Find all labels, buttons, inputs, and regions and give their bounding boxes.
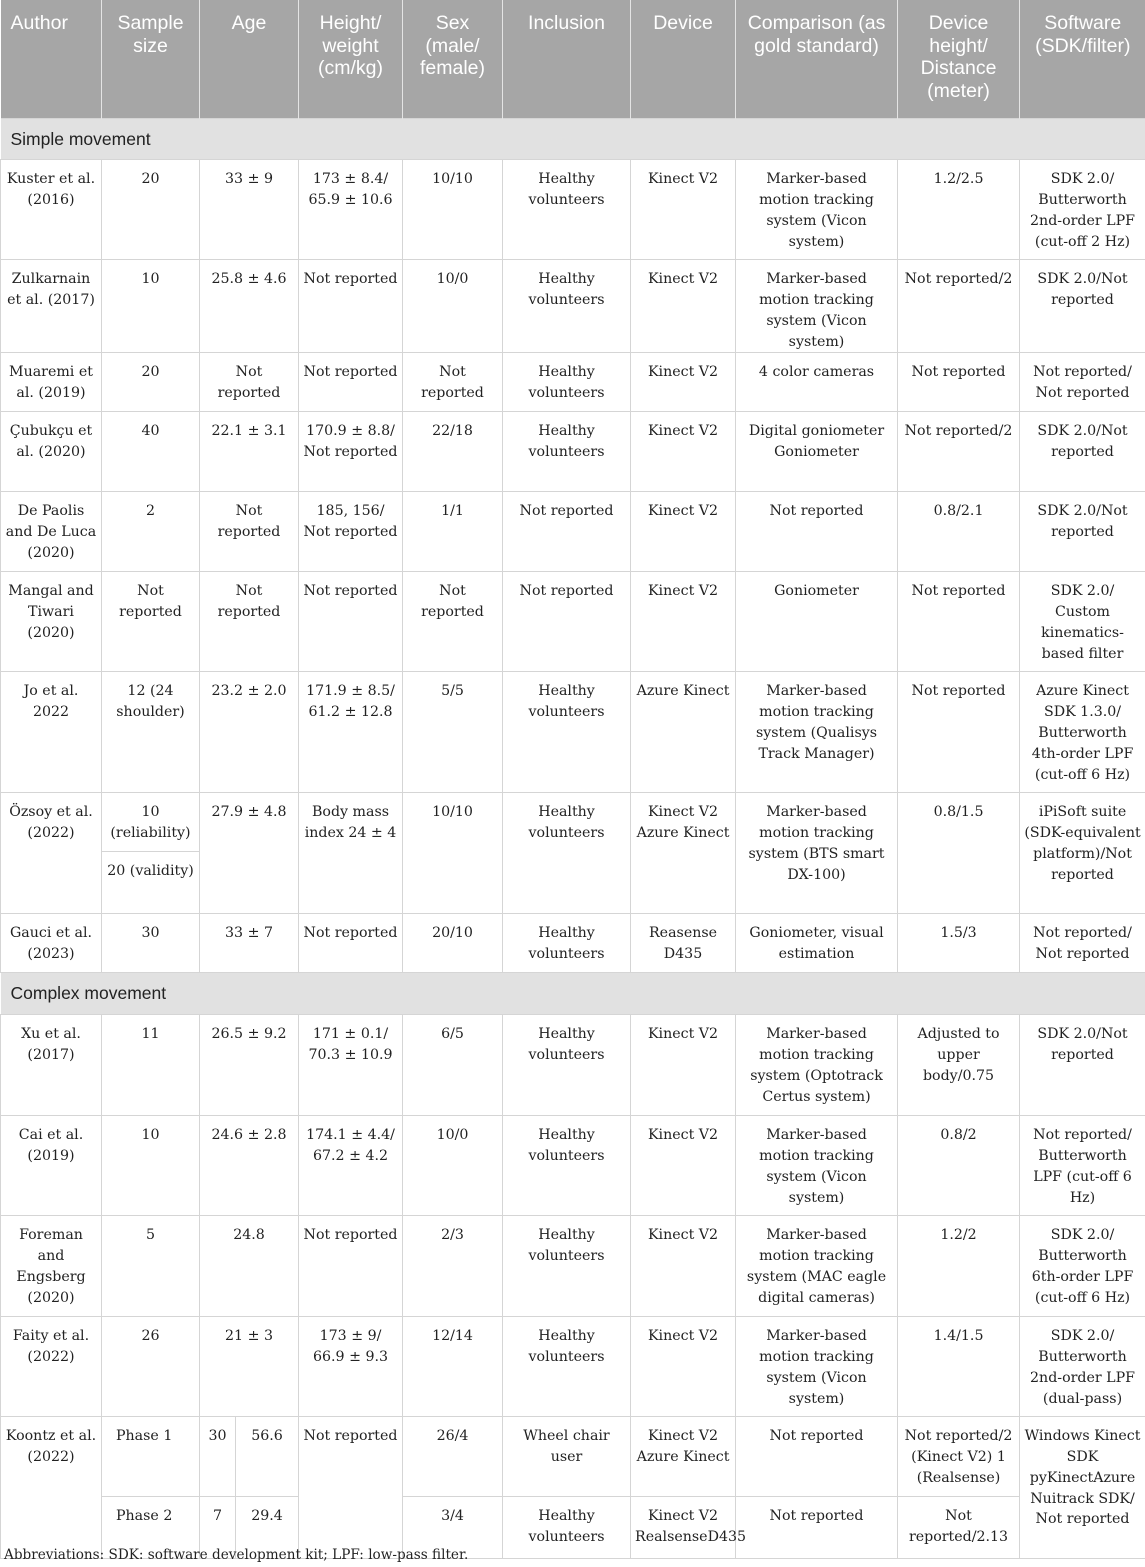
- cell-age: 33 ± 9: [200, 160, 299, 260]
- cell-device-height: 1.4/1.5: [898, 1317, 1020, 1417]
- col-sex: Sex (male/ female): [403, 0, 503, 118]
- cell-comparison: Digital goniometer Goniometer: [736, 412, 898, 492]
- cell-device-height: Not reported/2.13: [898, 1497, 1020, 1559]
- cell-device: Kinect V2: [631, 1015, 736, 1116]
- cell-software: SDK 2.0/ Butterworth 6th-order LPF (cut-off 6 Hz): [1020, 1216, 1145, 1317]
- cell-author: Koontz et al. (2022): [1, 1417, 102, 1559]
- cell-sex: 12/14: [403, 1317, 503, 1417]
- cell-software: Not reported/ Butterworth LPF (cut-off 6 Hz): [1020, 1116, 1145, 1216]
- cell-sample: 7: [200, 1497, 236, 1559]
- col-height-weight: Height/ weight (cm/kg): [299, 0, 403, 118]
- cell-inclusion: Healthy volunteers: [503, 353, 631, 412]
- cell-height-weight: 171.9 ± 8.5/ 61.2 ± 12.8: [299, 672, 403, 793]
- cell-phase: Phase 1: [102, 1417, 200, 1497]
- cell-height-weight: Not reported: [299, 260, 403, 353]
- cell-software: Windows Kinect SDK pyKinectAzure Nuitrack SDK/ Not reported: [1020, 1417, 1145, 1559]
- cell-comparison: Marker-based motion tracking system (Vicon system): [736, 260, 898, 353]
- cell-sample: 40: [102, 412, 200, 492]
- cell-age: 25.8 ± 4.6: [200, 260, 299, 353]
- cell-software: SDK 2.0/Not reported: [1020, 260, 1145, 353]
- cell-device: Kinect V2: [631, 353, 736, 412]
- col-inclusion: Inclusion: [503, 0, 631, 118]
- cell-inclusion: Not reported: [503, 572, 631, 672]
- cell-device: Kinect V2: [631, 412, 736, 492]
- cell-device-height: Not reported: [898, 672, 1020, 793]
- cell-sex: Not reported: [403, 353, 503, 412]
- cell-comparison: 4 color cameras: [736, 353, 898, 412]
- col-author: Author: [1, 0, 102, 118]
- cell-height-weight: 174.1 ± 4.4/ 67.2 ± 4.2: [299, 1116, 403, 1216]
- cell-device: Kinect V2: [631, 160, 736, 260]
- cell-height-weight: 170.9 ± 8.8/ Not reported: [299, 412, 403, 492]
- cell-sex: 10/10: [403, 160, 503, 260]
- table-row: [1, 914, 1145, 973]
- cell-comparison: Goniometer: [736, 572, 898, 672]
- cell-device-height: Adjusted to upper body/0.75: [898, 1015, 1020, 1116]
- table-row: [1, 1216, 1145, 1317]
- cell-software: Not reported/ Not reported: [1020, 353, 1145, 412]
- cell-inclusion: Healthy volunteers: [503, 412, 631, 492]
- cell-height-weight: Not reported: [299, 572, 403, 672]
- cell-age: Not reported: [200, 353, 299, 412]
- cell-inclusion: Healthy volunteers: [503, 793, 631, 914]
- cell-sample: 2: [102, 492, 200, 572]
- cell-age: 33 ± 7: [200, 914, 299, 973]
- cell-sample: 12 (24 shoulder): [102, 672, 200, 793]
- cell-age: 24.6 ± 2.8: [200, 1116, 299, 1216]
- cell-sample: 10: [102, 260, 200, 353]
- cell-age: Not reported: [200, 572, 299, 672]
- cell-height-weight: 173 ± 9/ 66.9 ± 9.3: [299, 1317, 403, 1417]
- cell-inclusion: Not reported: [503, 492, 631, 572]
- cell-device: Kinect V2: [631, 260, 736, 353]
- cell-comparison: Not reported: [736, 1417, 898, 1497]
- cell-height-weight: 173 ± 8.4/ 65.9 ± 10.6: [299, 160, 403, 260]
- cell-sex: 10/0: [403, 260, 503, 353]
- cell-age: 56.6: [236, 1417, 299, 1497]
- table-row: [1, 260, 1145, 353]
- cell-author: Zulkarnain et al. (2017): [1, 260, 102, 353]
- cell-sample: 30: [102, 914, 200, 973]
- cell-comparison: Goniometer, visual estimation: [736, 914, 898, 973]
- cell-comparison: Not reported: [736, 492, 898, 572]
- cell-device: Reasense D435: [631, 914, 736, 973]
- cell-sex: Not reported: [403, 572, 503, 672]
- table-row: [1, 793, 1145, 852]
- cell-age: Not reported: [200, 492, 299, 572]
- cell-inclusion: Healthy volunteers: [503, 914, 631, 973]
- cell-software: SDK 2.0/ Butterworth 2nd-order LPF (dual-pass): [1020, 1317, 1145, 1417]
- cell-author: Faity et al. (2022): [1, 1317, 102, 1417]
- cell-inclusion: Healthy volunteers: [503, 1497, 631, 1559]
- cell-height-weight: 171 ± 0.1/ 70.3 ± 10.9: [299, 1015, 403, 1116]
- cell-sample: 5: [102, 1216, 200, 1317]
- cell-inclusion: Wheel chair user: [503, 1417, 631, 1497]
- header-row: [1, 0, 1145, 118]
- cell-device-height: Not reported: [898, 572, 1020, 672]
- cell-inclusion: Healthy volunteers: [503, 1015, 631, 1116]
- cell-inclusion: Healthy volunteers: [503, 1216, 631, 1317]
- cell-sex: 1/1: [403, 492, 503, 572]
- cell-device-height: Not reported/2 (Kinect V2) 1 (Realsense): [898, 1417, 1020, 1497]
- cell-software: SDK 2.0/ Custom kinematics-based filter: [1020, 572, 1145, 672]
- cell-device: Kinect V2: [631, 492, 736, 572]
- cell-sex: 20/10: [403, 914, 503, 973]
- cell-inclusion: Healthy volunteers: [503, 672, 631, 793]
- cell-height-weight: Not reported: [299, 1417, 403, 1559]
- cell-software: Not reported/ Not reported: [1020, 914, 1145, 973]
- cell-inclusion: Healthy volunteers: [503, 1116, 631, 1216]
- table-row: [1, 353, 1145, 412]
- cell-age: 27.9 ± 4.8: [200, 793, 299, 914]
- section-label: Simple movement: [1, 118, 1145, 160]
- cell-sex: 10/0: [403, 1116, 503, 1216]
- col-age: Age: [200, 0, 299, 118]
- cell-author: Kuster et al. (2016): [1, 160, 102, 260]
- cell-inclusion: Healthy volunteers: [503, 1317, 631, 1417]
- col-comparison: Comparison (as gold standard): [736, 0, 898, 118]
- col-device: Device: [631, 0, 736, 118]
- cell-author: Foreman and Engsberg (2020): [1, 1216, 102, 1317]
- cell-age: 22.1 ± 3.1: [200, 412, 299, 492]
- cell-sex: 22/18: [403, 412, 503, 492]
- cell-age: 24.8: [200, 1216, 299, 1317]
- cell-device: Kinect V2: [631, 1317, 736, 1417]
- col-device-height: Device height/ Distance (meter): [898, 0, 1020, 118]
- cell-device-height: 0.8/2: [898, 1116, 1020, 1216]
- cell-author: Mangal and Tiwari (2020): [1, 572, 102, 672]
- table-row: [1, 412, 1145, 492]
- cell-sex: 5/5: [403, 672, 503, 793]
- cell-author: Çubukçu et al. (2020): [1, 412, 102, 492]
- cell-device-height: Not reported: [898, 353, 1020, 412]
- col-software: Software (SDK/filter): [1020, 0, 1145, 118]
- footnote: Abbreviations: SDK: software development kit; LPF: low-pass filter.: [4, 1547, 469, 1563]
- cell-sample: 20 (validity): [102, 852, 200, 914]
- cell-sex: 3/4: [403, 1497, 503, 1559]
- cell-device: Kinect V2: [631, 1216, 736, 1317]
- cell-height-weight: Not reported: [299, 1216, 403, 1317]
- table-row: [1, 492, 1145, 572]
- cell-device: Kinect V2 Azure Kinect: [631, 1417, 736, 1497]
- cell-sample: 20: [102, 160, 200, 260]
- cell-sex: 26/4: [403, 1417, 503, 1497]
- cell-sample: 26: [102, 1317, 200, 1417]
- cell-device-height: 1.5/3: [898, 914, 1020, 973]
- cell-device: Kinect V2 RealsenseD435: [631, 1497, 736, 1559]
- col-sample-size: Sample size: [102, 0, 200, 118]
- cell-author: Cai et al. (2019): [1, 1116, 102, 1216]
- table-row: [1, 572, 1145, 672]
- cell-comparison: Marker-based motion tracking system (Vicon system): [736, 1116, 898, 1216]
- table-row: [1, 1317, 1145, 1417]
- table-row: [1, 160, 1145, 260]
- cell-sample: 30: [200, 1417, 236, 1497]
- cell-author: Gauci et al. (2023): [1, 914, 102, 973]
- cell-comparison: Marker-based motion tracking system (Optotrack Certus system): [736, 1015, 898, 1116]
- cell-age: 26.5 ± 9.2: [200, 1015, 299, 1116]
- cell-author: Muaremi et al. (2019): [1, 353, 102, 412]
- cell-device-height: 1.2/2: [898, 1216, 1020, 1317]
- cell-device-height: Not reported/2: [898, 260, 1020, 353]
- cell-height-weight: Not reported: [299, 353, 403, 412]
- cell-device-height: 1.2/2.5: [898, 160, 1020, 260]
- cell-device: Kinect V2: [631, 1116, 736, 1216]
- cell-software: Azure Kinect SDK 1.3.0/ Butterworth 4th-order LPF (cut-off 6 Hz): [1020, 672, 1145, 793]
- cell-sample: Not reported: [102, 572, 200, 672]
- cell-author: Özsoy et al. (2022): [1, 793, 102, 914]
- cell-device-height: Not reported/2: [898, 412, 1020, 492]
- section-row-simple: [1, 118, 1145, 160]
- cell-software: SDK 2.0/Not reported: [1020, 1015, 1145, 1116]
- cell-phase: Phase 2: [102, 1497, 200, 1559]
- cell-height-weight: 185, 156/ Not reported: [299, 492, 403, 572]
- table-row: [1, 672, 1145, 793]
- cell-age: 21 ± 3: [200, 1317, 299, 1417]
- cell-age: 29.4: [236, 1497, 299, 1559]
- cell-device-height: 0.8/2.1: [898, 492, 1020, 572]
- cell-software: SDK 2.0/ Butterworth 2nd-order LPF (cut-off 2 Hz): [1020, 160, 1145, 260]
- table-row: [1, 1417, 1145, 1497]
- cell-comparison: Marker-based motion tracking system (Vicon system): [736, 1317, 898, 1417]
- cell-sample: 10: [102, 1116, 200, 1216]
- cell-sex: 10/10: [403, 793, 503, 914]
- table-row: [1, 1015, 1145, 1116]
- cell-comparison: Not reported: [736, 1497, 898, 1559]
- cell-height-weight: Body mass index 24 ± 4: [299, 793, 403, 914]
- cell-inclusion: Healthy volunteers: [503, 160, 631, 260]
- cell-device: Kinect V2 Azure Kinect: [631, 793, 736, 914]
- cell-device: Kinect V2: [631, 572, 736, 672]
- cell-sex: 2/3: [403, 1216, 503, 1317]
- cell-software: SDK 2.0/Not reported: [1020, 412, 1145, 492]
- cell-author: Xu et al. (2017): [1, 1015, 102, 1116]
- section-label: Complex movement: [1, 973, 1145, 1015]
- cell-author: De Paolis and De Luca (2020): [1, 492, 102, 572]
- cell-comparison: Marker-based motion tracking system (MAC eagle digital cameras): [736, 1216, 898, 1317]
- cell-software: iPiSoft suite (SDK-equivalent platform)/Not reported: [1020, 793, 1145, 914]
- cell-device-height: 0.8/1.5: [898, 793, 1020, 914]
- cell-sample: 11: [102, 1015, 200, 1116]
- cell-height-weight: Not reported: [299, 914, 403, 973]
- cell-sample: 20: [102, 353, 200, 412]
- cell-device: Azure Kinect: [631, 672, 736, 793]
- cell-age: 23.2 ± 2.0: [200, 672, 299, 793]
- cell-comparison: Marker-based motion tracking system (Qualisys Track Manager): [736, 672, 898, 793]
- cell-comparison: Marker-based motion tracking system (Vicon system): [736, 160, 898, 260]
- cell-sex: 6/5: [403, 1015, 503, 1116]
- table-row: [1, 1116, 1145, 1216]
- cell-sample: 10 (reliability): [102, 793, 200, 852]
- section-row-complex: [1, 973, 1145, 1015]
- cell-software: SDK 2.0/Not reported: [1020, 492, 1145, 572]
- cell-inclusion: Healthy volunteers: [503, 260, 631, 353]
- cell-author: Jo et al. 2022: [1, 672, 102, 793]
- cell-comparison: Marker-based motion tracking system (BTS smart DX-100): [736, 793, 898, 914]
